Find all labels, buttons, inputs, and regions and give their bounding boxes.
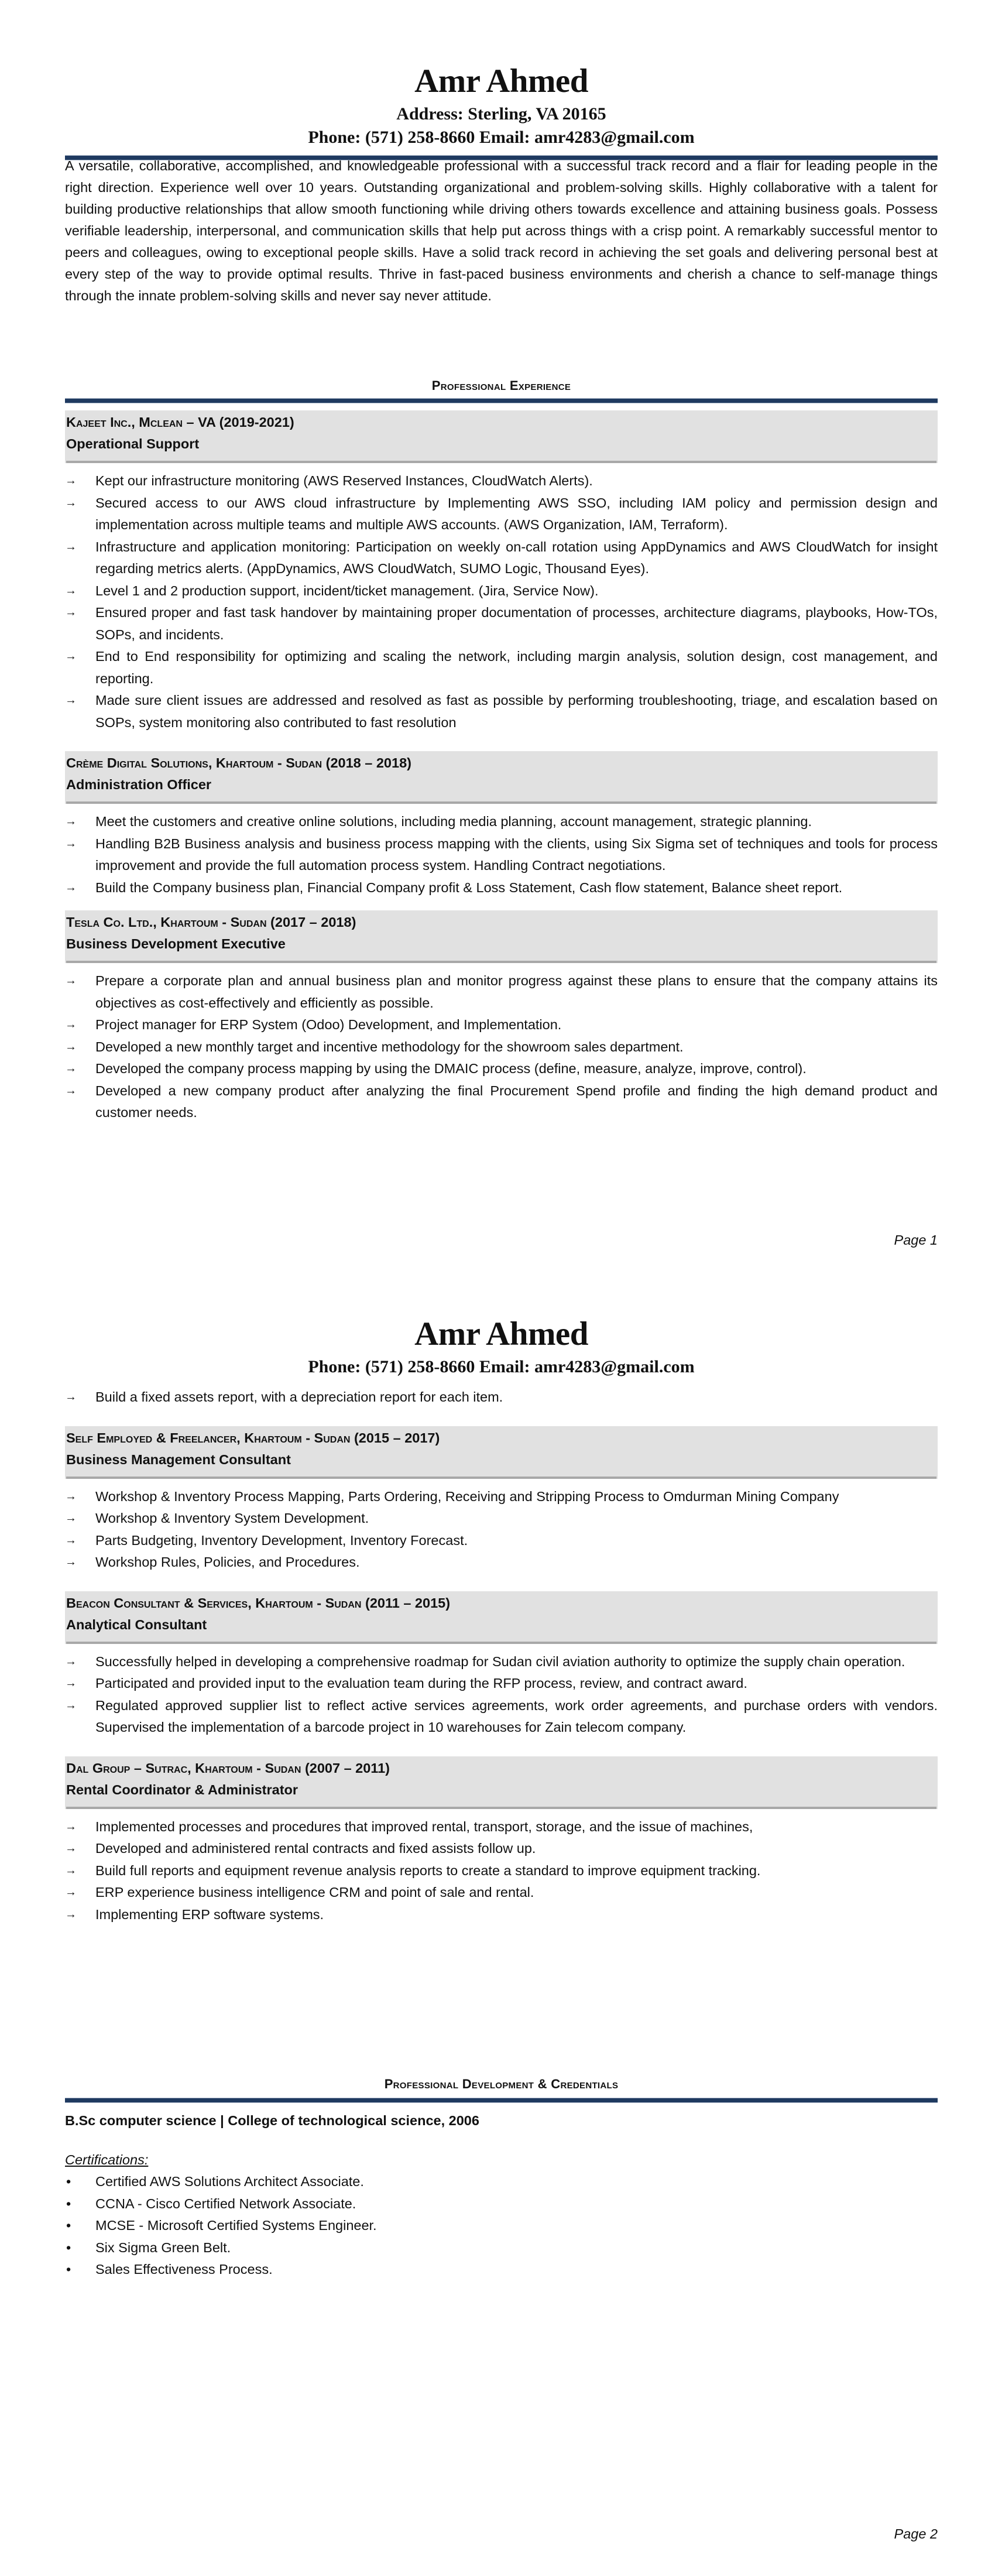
- arrow-right-icon: →: [65, 1677, 77, 1690]
- job-responsibilities: [65, 1651, 938, 1739]
- job-company: Dal Group – Sutrac, Khartoum - Sudan (2007 – 2011): [66, 1760, 390, 1776]
- job-responsibilities-continued: [65, 1386, 938, 1409]
- job-header: [65, 1756, 938, 1809]
- job-company: Self Employed & Freelancer, Khartoum - Sudan (2015 – 2017): [66, 1430, 440, 1445]
- list-item-text: Build full reports and equipment revenue analysis reports to create a standard to improve equipment tracking.: [95, 1862, 761, 1878]
- arrow-right-icon: →: [65, 1084, 77, 1097]
- certification-item: [65, 2193, 938, 2215]
- list-item: [65, 1904, 938, 1926]
- list-item-text: Project manager for ERP System (Odoo) Development, and Implementation.: [95, 1017, 562, 1032]
- section-divider: [65, 398, 938, 403]
- job-divider: [66, 1807, 936, 1809]
- job-divider: [66, 461, 936, 463]
- arrow-right-icon: →: [65, 1040, 77, 1053]
- list-item-text: Kept our infrastructure monitoring (AWS Reserved Instances, CloudWatch Alerts).: [95, 473, 593, 488]
- list-item-text: Implemented processes and procedures that improved rental, transport, storage, and the issue of machines,: [95, 1818, 753, 1834]
- certification-item: [65, 2171, 938, 2193]
- resume-page-2: [0, 1288, 995, 2576]
- list-item: [65, 646, 938, 690]
- page-number: Page 2: [894, 2526, 938, 2541]
- list-item: [65, 811, 938, 833]
- job-title: Analytical Consultant: [66, 1616, 207, 1632]
- arrow-right-icon: →: [65, 1698, 77, 1712]
- list-item-text: Prepare a corporate plan and annual business plan and monitor progress against these plans to ensure that the company attains its objectives as cost-effectively and efficiently as possible.: [95, 973, 938, 1010]
- list-item: [65, 1882, 938, 1904]
- contact-line: Phone: (571) 258-8660 Email: amr4283@gmail.com: [308, 128, 695, 147]
- job-divider: [66, 961, 936, 963]
- list-item: [65, 1036, 938, 1059]
- arrow-right-icon: →: [65, 974, 77, 987]
- degree: B.Sc computer science | College of technological science, 2006: [65, 2113, 479, 2128]
- job-header: [65, 751, 938, 804]
- list-item-text: End to End responsibility for optimizing and scaling the network, including margin analysis, solution design, cost management, and reporting.: [95, 649, 938, 686]
- list-item-text: Secured access to our AWS cloud infrastructure by Implementing AWS SSO, including IAM policy and permission design and implementation across multiple teams and multiple AWS accounts. (AWS Organization, IAM, Terraform).: [95, 495, 938, 532]
- bullet-icon: •: [66, 2195, 71, 2211]
- list-item-text: Infrastructure and application monitoring: Participation on weekly on-call rotation using AppDynamics and AWS CloudWatch for insight regarding metrics alerts. (AppDynamics, AWS CloudWatch, SUMO Logic, Thousand Eyes).: [95, 539, 938, 576]
- job-responsibilities: [65, 1816, 938, 1926]
- job-company: Crème Digital Solutions, Khartoum - Sudan (2018 – 2018): [66, 755, 411, 770]
- job-divider: [66, 1477, 936, 1479]
- professional-summary: A versatile, collaborative, accomplished, and knowledgeable professional with a successful track record and a flair for leading people in the right direction. Experience well over 10 years. Outstanding organizational and problem-solving skills. Highly collaborative with a talent for building productive relationships that allow smooth functioning while driving others towards excellence and attaining business goals. Possess verifiable leadership, interpersonal, and communication skills that help put across things with a crisp point. A remarkably successful mentor to peers and colleagues, owing to exceptional people skills. Have a solid track record in achieving the set goals and delivering personal best at every step of the way to provide optimal results. Thrive in fast-paced business environments and cherish a chance to self-manage things through the innate problem-solving skills and never say never attitude.: [65, 158, 938, 303]
- arrow-right-icon: →: [65, 1864, 77, 1877]
- arrow-right-icon: →: [65, 1512, 77, 1525]
- job-header: [65, 910, 938, 963]
- list-item-text: Meet the customers and creative online solutions, including media planning, account management, strategic planning.: [95, 814, 812, 829]
- section-divider: [65, 2098, 938, 2103]
- job-divider: [66, 801, 936, 804]
- list-item: [65, 1530, 938, 1552]
- candidate-name: Amr Ahmed: [414, 1316, 588, 1352]
- list-item: [65, 1860, 938, 1882]
- list-item: [65, 1551, 938, 1574]
- job-title: Operational Support: [66, 436, 200, 451]
- list-item-text: Workshop & Inventory Process Mapping, Parts Ordering, Receiving and Stripping Process to Omdurman Mining Company: [95, 1488, 839, 1504]
- list-item-text: Participated and provided input to the evaluation team during the RFP process, review, and contract award.: [95, 1676, 747, 1691]
- contact-line: Phone: (571) 258-8660 Email: amr4283@gmail.com: [308, 1357, 695, 1376]
- list-item-text: Developed the company process mapping by using the DMAIC process (define, measure, analyze, improve, control).: [95, 1061, 807, 1076]
- arrow-right-icon: →: [65, 694, 77, 707]
- job-company: Beacon Consultant & Services, Khartoum - Sudan (2011 – 2015): [66, 1595, 451, 1611]
- list-item-text: Made sure client issues are addressed and resolved as fast as possible by performing troubleshooting, triage, and escalation based on SOPs, system monitoring also contributed to fast resolution: [95, 693, 938, 730]
- arrow-right-icon: →: [65, 815, 77, 828]
- list-item-text: Regulated approved supplier list to reflect active services agreements, work order agreements, and purchase orders with vendors. Supervised the implementation of a barcode project in 10 warehouses for Zain telecom company.: [95, 1697, 938, 1735]
- list-item: [65, 877, 938, 899]
- development-section: [65, 2075, 938, 2281]
- job-entry: [65, 1591, 938, 1739]
- list-item: [65, 833, 938, 877]
- arrow-right-icon: →: [65, 584, 77, 597]
- job-entry: [65, 1426, 938, 1574]
- job-entry: [65, 910, 938, 1124]
- arrow-right-icon: →: [65, 474, 77, 487]
- list-item-text: Successfully helped in developing a comprehensive roadmap for Sudan civil aviation authority to optimize the supply chain operation.: [95, 1653, 905, 1669]
- list-item: [65, 970, 938, 1014]
- list-item-text: ERP experience business intelligence CRM and point of sale and rental.: [95, 1885, 534, 1900]
- section-title-development: Professional Development & Credentials: [384, 2077, 619, 2091]
- list-item-text: Handling B2B Business analysis and business process mapping with the clients, using Six Sigma set of techniques and tools for process improvement and provide the full automation process system. Handling Contract negotiations.: [95, 835, 938, 873]
- arrow-right-icon: →: [65, 1907, 77, 1921]
- certification-text: MCSE - Microsoft Certified Systems Engineer.: [95, 2218, 377, 2233]
- job-company: Kajeet Inc., Mclean – VA (2019-2021): [66, 415, 294, 430]
- certification-item: [65, 2259, 938, 2281]
- experience-section: [65, 377, 938, 1124]
- list-item-text: Level 1 and 2 production support, incident/ticket management. (Jira, Service Now).: [95, 583, 599, 598]
- bullet-icon: •: [66, 2239, 71, 2255]
- job-header: [65, 1426, 938, 1479]
- list-item-text: Parts Budgeting, Inventory Development, Inventory Forecast.: [95, 1532, 468, 1548]
- job-title: Rental Coordinator & Administrator: [66, 1782, 298, 1797]
- candidate-name: Amr Ahmed: [414, 63, 588, 100]
- list-item-text: Developed and administered rental contracts and fixed assists follow up.: [95, 1841, 536, 1856]
- bullet-icon: •: [66, 2218, 71, 2233]
- list-item-text: Build the Company business plan, Financial Company profit & Loss Statement, Cash flow statement, Balance sheet report.: [95, 879, 843, 895]
- certifications-label: Certifications:: [65, 2152, 149, 2167]
- list-item: [65, 1058, 938, 1080]
- job-header: [65, 1591, 938, 1644]
- list-item: [65, 1080, 938, 1124]
- list-item: [65, 470, 938, 492]
- job-title: Administration Officer: [66, 777, 212, 792]
- list-item: [65, 1508, 938, 1530]
- section-title-experience: Professional Experience: [431, 378, 571, 393]
- certification-text: Sales Effectiveness Process.: [95, 2262, 273, 2277]
- job-responsibilities: [65, 811, 938, 899]
- list-item: [65, 1486, 938, 1508]
- bullet-icon: •: [66, 2174, 71, 2189]
- certification-text: Six Sigma Green Belt.: [95, 2239, 231, 2255]
- arrow-right-icon: →: [65, 1886, 77, 1899]
- arrow-right-icon: →: [65, 1820, 77, 1833]
- certification-item: [65, 2237, 938, 2259]
- list-item: [65, 580, 938, 602]
- job-company: Tesla Co. Ltd., Khartoum - Sudan (2017 – 2018): [66, 914, 356, 930]
- arrow-right-icon: →: [65, 1556, 77, 1568]
- list-item: [65, 1673, 938, 1695]
- list-item: [65, 1695, 938, 1739]
- address-line: Address: Sterling, VA 20165: [396, 104, 606, 124]
- job-title: Business Development Executive: [66, 936, 286, 951]
- certification-item: [65, 2215, 938, 2237]
- arrow-right-icon: →: [65, 1018, 77, 1031]
- certification-text: Certified AWS Solutions Architect Associate.: [95, 2174, 364, 2189]
- job-entry: [65, 410, 938, 734]
- arrow-right-icon: →: [65, 1654, 77, 1668]
- list-item: [65, 690, 938, 734]
- list-item-text: Ensured proper and fast task handover by maintaining proper documentation of processes, architecture diagrams, playbooks, How-TOs, SOPs, and incidents.: [95, 605, 938, 642]
- experience-section-continued: [65, 1386, 938, 1926]
- list-item: [65, 602, 938, 646]
- resume-header-continued: [65, 1317, 938, 1379]
- resume-header: [65, 64, 938, 160]
- list-item-text: Developed a new monthly target and incentive methodology for the showroom sales department.: [95, 1039, 684, 1054]
- page-number: Page 1: [894, 1232, 938, 1248]
- certifications-list: [65, 2171, 938, 2281]
- arrow-right-icon: →: [65, 881, 77, 894]
- list-item: [65, 1838, 938, 1860]
- list-item: [65, 1014, 938, 1036]
- job-responsibilities: [65, 1486, 938, 1574]
- arrow-right-icon: →: [65, 650, 77, 663]
- arrow-right-icon: →: [65, 540, 77, 553]
- arrow-right-icon: →: [65, 837, 77, 850]
- job-divider: [66, 1642, 936, 1644]
- list-item: [65, 1386, 938, 1409]
- list-item-text: Implementing ERP software systems.: [95, 1906, 324, 1922]
- list-item: [65, 492, 938, 536]
- job-entry: [65, 751, 938, 899]
- list-item-text: Developed a new company product after analyzing the final Procurement Spend profile and finding the high demand product and customer needs.: [95, 1083, 938, 1120]
- job-responsibilities: [65, 470, 938, 734]
- arrow-right-icon: →: [65, 496, 77, 509]
- list-item-text: Workshop & Inventory System Development.: [95, 1510, 369, 1526]
- list-item-text: Workshop Rules, Policies, and Procedures.: [95, 1554, 360, 1570]
- job-header: [65, 410, 938, 463]
- certification-text: CCNA - Cisco Certified Network Associate.: [95, 2195, 356, 2211]
- list-item-text: Build a fixed assets report, with a depreciation report for each item.: [95, 1389, 503, 1405]
- list-item: [65, 1816, 938, 1838]
- arrow-right-icon: →: [65, 1062, 77, 1075]
- arrow-right-icon: →: [65, 1489, 77, 1503]
- job-responsibilities: [65, 970, 938, 1124]
- job-title: Business Management Consultant: [66, 1451, 291, 1467]
- arrow-right-icon: →: [65, 1390, 77, 1403]
- list-item: [65, 1651, 938, 1673]
- arrow-right-icon: →: [65, 606, 77, 619]
- arrow-right-icon: →: [65, 1533, 77, 1547]
- job-entry: [65, 1756, 938, 1926]
- list-item: [65, 536, 938, 580]
- bullet-icon: •: [66, 2262, 71, 2277]
- arrow-right-icon: →: [65, 1842, 77, 1855]
